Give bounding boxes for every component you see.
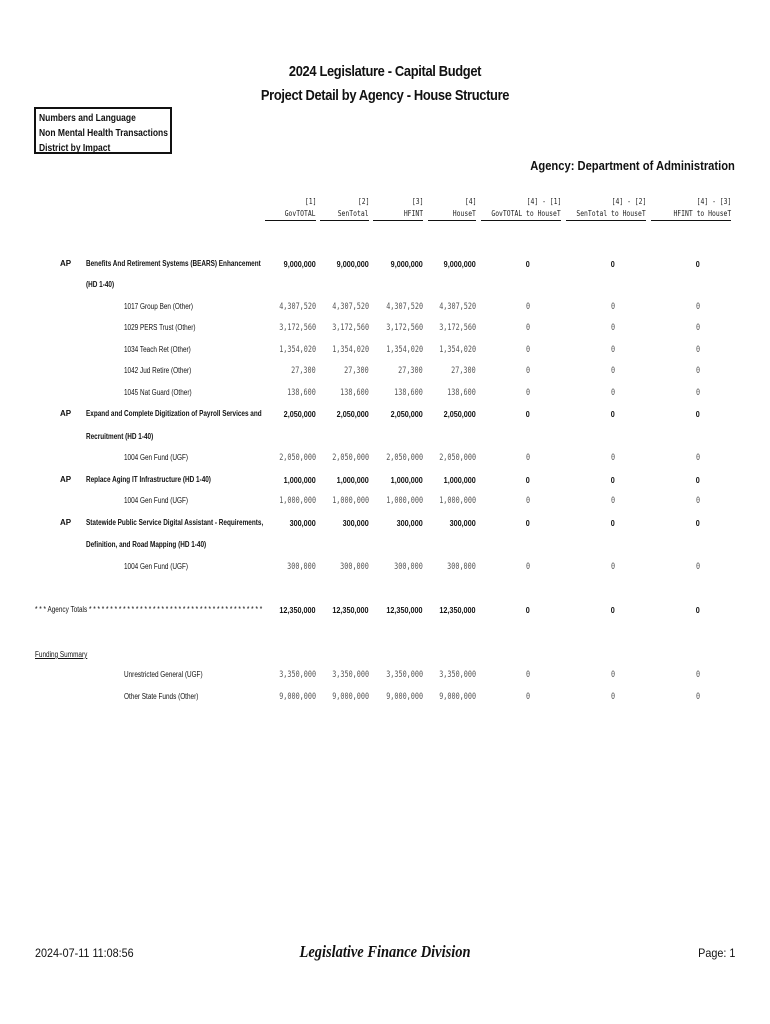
value-cell: 27,300 [291, 366, 316, 376]
value-cell: 1,000,000 [386, 496, 423, 506]
column-name-1: GovTOTAL [285, 209, 316, 218]
footer-page-number: Page: 1 [697, 946, 735, 960]
filter-box [34, 107, 172, 154]
fund-source-label: 1045 Nat Guard (Other) [124, 388, 192, 397]
value-cell: 0 [695, 562, 700, 572]
value-cell: 300,000 [447, 562, 476, 572]
column-number-6: [4] - [2] [611, 197, 646, 206]
value-cell: 300,000 [342, 518, 369, 528]
value-cell: 0 [610, 323, 615, 333]
column-name-3: HFINT [403, 209, 423, 218]
value-cell: 0 [610, 388, 615, 398]
value-cell: 0 [610, 259, 615, 269]
column-number-5: [4] - [1] [526, 197, 561, 206]
value-cell: 1,000,000 [332, 496, 369, 506]
project-code: AP [60, 409, 72, 418]
value-cell: 3,350,000 [439, 670, 476, 680]
value-cell: 2,050,000 [386, 453, 423, 463]
value-cell: 1,000,000 [443, 475, 476, 485]
funding-summary-label: Other State Funds (Other) [124, 692, 199, 701]
value-cell: 9,000,000 [332, 692, 369, 702]
project-name-continued: Definition, and Road Mapping (HD 1-40) [86, 540, 207, 549]
value-cell: 9,000,000 [283, 259, 316, 269]
fund-source-label: 1004 Gen Fund (UGF) [124, 496, 189, 505]
value-cell: 9,000,000 [336, 259, 369, 269]
value-cell: 0 [695, 692, 700, 702]
value-cell: 138,600 [394, 388, 423, 398]
value-cell: 27,300 [344, 366, 369, 376]
value-cell: 300,000 [287, 562, 316, 572]
value-cell: 12,350,000 [386, 605, 423, 615]
column-number-2: [2] [357, 197, 369, 206]
value-cell: 138,600 [287, 388, 316, 398]
value-cell: 0 [695, 345, 700, 355]
value-cell: 0 [525, 496, 530, 506]
value-cell: 300,000 [289, 518, 316, 528]
value-cell: 9,000,000 [439, 692, 476, 702]
column-underline [265, 220, 316, 221]
project-name: Benefits And Retirement Systems (BEARS) Enhancement [86, 259, 261, 268]
value-cell: 300,000 [396, 518, 423, 528]
value-cell: 300,000 [394, 562, 423, 572]
value-cell: 0 [610, 692, 615, 702]
value-cell: 3,350,000 [279, 670, 316, 680]
value-cell: 0 [525, 409, 530, 419]
column-underline [566, 220, 646, 221]
funding-summary-label: Unrestricted General (UGF) [124, 670, 203, 679]
value-cell: 0 [695, 388, 700, 398]
value-cell: 0 [695, 409, 700, 419]
value-cell: 0 [525, 388, 530, 398]
value-cell: 0 [610, 670, 615, 680]
value-cell: 0 [525, 323, 530, 333]
value-cell: 1,000,000 [336, 475, 369, 485]
value-cell: 1,354,020 [386, 345, 423, 355]
value-cell: 0 [525, 670, 530, 680]
value-cell: 1,000,000 [390, 475, 423, 485]
project-name-continued: Recruitment (HD 1-40) [86, 432, 154, 441]
filter-district-by-impact: District by Impact [39, 143, 111, 154]
value-cell: 3,172,560 [386, 323, 423, 333]
column-name-2: SenTotal [338, 209, 369, 218]
project-code: AP [60, 259, 72, 268]
value-cell: 0 [695, 302, 700, 312]
fund-source-label: 1004 Gen Fund (UGF) [124, 562, 189, 571]
value-cell: 3,172,560 [439, 323, 476, 333]
project-code: AP [60, 475, 72, 484]
value-cell: 300,000 [449, 518, 476, 528]
value-cell: 0 [610, 366, 615, 376]
column-number-7: [4] - [3] [696, 197, 731, 206]
value-cell: 12,350,000 [279, 605, 316, 615]
value-cell: 27,300 [398, 366, 423, 376]
value-cell: 0 [695, 323, 700, 333]
project-code: AP [60, 518, 72, 527]
value-cell: 1,354,020 [439, 345, 476, 355]
value-cell: 0 [610, 345, 615, 355]
value-cell: 3,172,560 [279, 323, 316, 333]
filter-numbers-language: Numbers and Language [39, 113, 136, 124]
value-cell: 0 [525, 692, 530, 702]
value-cell: 0 [695, 605, 700, 615]
value-cell: 3,350,000 [386, 670, 423, 680]
value-cell: 0 [695, 259, 700, 269]
value-cell: 0 [695, 496, 700, 506]
report-title-line2: Project Detail by Agency - House Structure [260, 87, 510, 104]
value-cell: 9,000,000 [443, 259, 476, 269]
filter-non-mental-health: Non Mental Health Transactions [39, 128, 168, 139]
value-cell: 27,300 [451, 366, 476, 376]
column-underline [428, 220, 476, 221]
value-cell: 1,354,020 [279, 345, 316, 355]
column-name-4: HouseT [452, 209, 476, 218]
column-underline [373, 220, 423, 221]
column-number-3: [3] [411, 197, 423, 206]
value-cell: 0 [610, 605, 615, 615]
fund-source-label: 1034 Teach Ret (Other) [124, 345, 191, 354]
value-cell: 0 [695, 475, 700, 485]
value-cell: 3,350,000 [332, 670, 369, 680]
value-cell: 0 [610, 409, 615, 419]
value-cell: 4,307,520 [439, 302, 476, 312]
value-cell: 0 [695, 366, 700, 376]
value-cell: 2,050,000 [283, 409, 316, 419]
value-cell: 9,000,000 [279, 692, 316, 702]
value-cell: 0 [525, 562, 530, 572]
agency-totals-label: * * * Agency Totals * * * * * * * * * * * * * * * * * * * * * * * * * * * * * * * * * * * * * * * * * [35, 605, 263, 614]
column-number-1: [1] [304, 197, 316, 206]
value-cell: 12,350,000 [439, 605, 476, 615]
value-cell: 0 [525, 345, 530, 355]
value-cell: 4,307,520 [279, 302, 316, 312]
value-cell: 0 [695, 453, 700, 463]
value-cell: 0 [610, 475, 615, 485]
value-cell: 0 [525, 453, 530, 463]
value-cell: 9,000,000 [390, 259, 423, 269]
value-cell: 0 [695, 518, 700, 528]
value-cell: 2,050,000 [390, 409, 423, 419]
fund-source-label: 1042 Jud Retire (Other) [124, 366, 192, 375]
value-cell: 2,050,000 [332, 453, 369, 463]
value-cell: 0 [525, 475, 530, 485]
value-cell: 0 [525, 259, 530, 269]
value-cell: 0 [610, 453, 615, 463]
value-cell: 2,050,000 [443, 409, 476, 419]
value-cell: 0 [695, 670, 700, 680]
funding-summary-heading: Funding Summary [35, 650, 88, 659]
value-cell: 2,050,000 [279, 453, 316, 463]
value-cell: 0 [525, 302, 530, 312]
column-name-6: SenTotal to HouseT [576, 209, 646, 218]
footer-timestamp: 2024-07-11 11:08:56 [35, 946, 134, 960]
value-cell: 0 [525, 605, 530, 615]
value-cell: 138,600 [447, 388, 476, 398]
value-cell: 3,172,560 [332, 323, 369, 333]
project-name: Replace Aging IT Infrastructure (HD 1-40) [86, 475, 211, 484]
column-underline [320, 220, 369, 221]
fund-source-label: 1029 PERS Trust (Other) [124, 323, 196, 332]
value-cell: 12,350,000 [332, 605, 369, 615]
value-cell: 0 [610, 562, 615, 572]
project-name-continued: (HD 1-40) [86, 280, 115, 289]
value-cell: 4,307,520 [332, 302, 369, 312]
column-number-4: [4] [464, 197, 476, 206]
value-cell: 1,000,000 [279, 496, 316, 506]
value-cell: 1,000,000 [283, 475, 316, 485]
column-underline [481, 220, 561, 221]
value-cell: 300,000 [340, 562, 369, 572]
value-cell: 1,354,020 [332, 345, 369, 355]
value-cell: 2,050,000 [336, 409, 369, 419]
value-cell: 0 [610, 302, 615, 312]
report-title-line1: 2024 Legislature - Capital Budget [288, 63, 482, 80]
column-name-5: GovTOTAL to HouseT [491, 209, 561, 218]
value-cell: 4,307,520 [386, 302, 423, 312]
value-cell: 2,050,000 [439, 453, 476, 463]
project-name: Statewide Public Service Digital Assistant - Requirements, [86, 518, 264, 527]
value-cell: 138,600 [340, 388, 369, 398]
project-name: Expand and Complete Digitization of Payroll Services and [86, 409, 262, 418]
agency-heading: Agency: Department of Administration [530, 158, 735, 173]
value-cell: 0 [525, 366, 530, 376]
value-cell: 0 [610, 518, 615, 528]
fund-source-label: 1004 Gen Fund (UGF) [124, 453, 189, 462]
column-underline [651, 220, 731, 221]
value-cell: 0 [525, 518, 530, 528]
value-cell: 1,000,000 [439, 496, 476, 506]
value-cell: 0 [610, 496, 615, 506]
footer-division: Legislative Finance Division [299, 942, 471, 961]
column-name-7: HFINT to HouseT [673, 209, 731, 218]
value-cell: 9,000,000 [386, 692, 423, 702]
fund-source-label: 1017 Group Ben (Other) [124, 302, 194, 311]
